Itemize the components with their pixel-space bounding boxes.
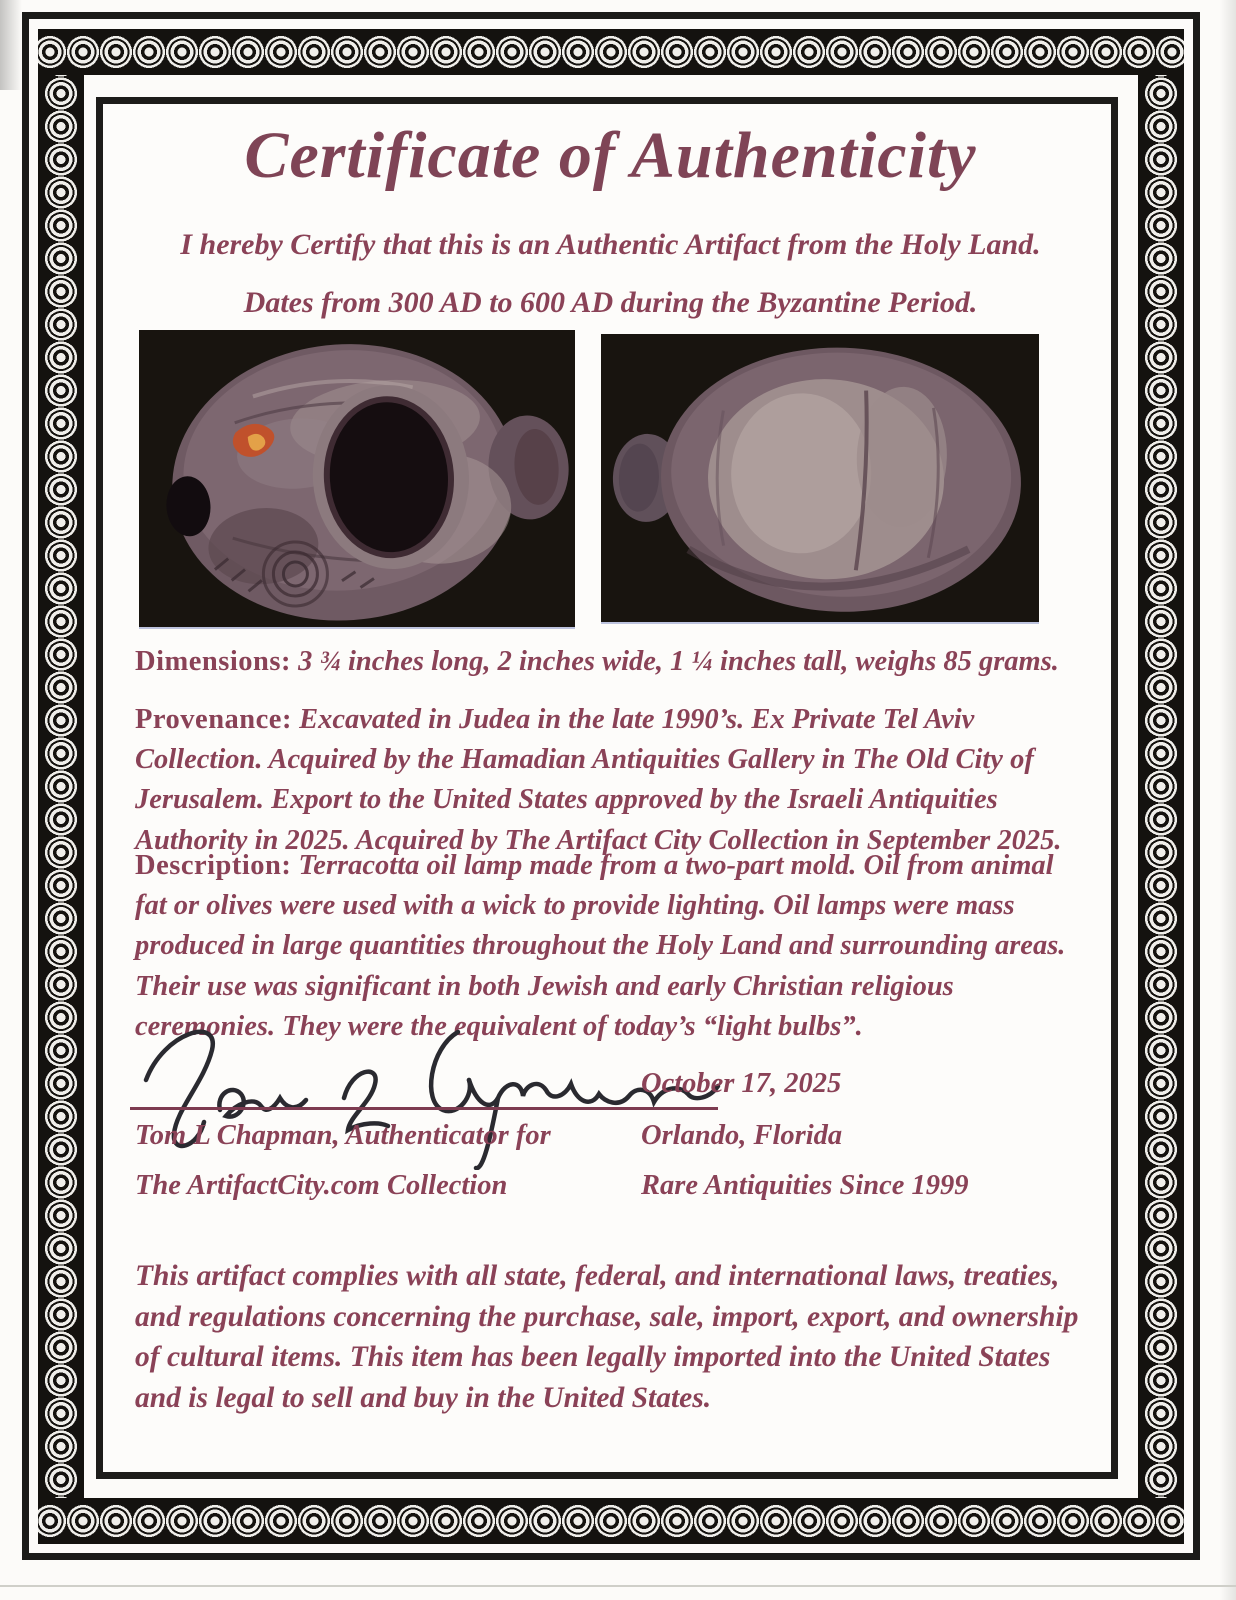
collection-name-line: The ArtifactCity.com Collection bbox=[135, 1170, 508, 1201]
description-label: Description: bbox=[135, 850, 292, 881]
artifact-photo-bottom-view bbox=[601, 334, 1039, 622]
description-text: Terracotta oil lamp made from a two-part mold. Oil from animal fat or olives were used with a wick to provide lighting. Oil lamps were mass produced in large quantities throughout the Holy Land and surrounding areas. Their use was significant in both Jewish and early Christian religious ceremonies. They were the equivalent of today’s “light bulbs”. bbox=[135, 850, 1066, 1042]
authenticator-name-line: Tom L Chapman, Authenticator for bbox=[135, 1120, 551, 1151]
certificate-title: Certificate of Authenticity bbox=[244, 119, 977, 192]
issue-location: Orlando, Florida bbox=[641, 1120, 843, 1151]
dimensions-paragraph bbox=[135, 642, 1087, 682]
circle-border-top bbox=[38, 29, 1184, 75]
provenance-text: Excavated in Judea in the late 1990’s. Ex Private Tel Aviv Collection. Acquired by the Hamadian Antiquities Gallery in The Old City of Jerusalem. Export to the United States approved by the Israeli Antiquities Authority in 2025. Acquired by The Artifact City Collection in September 2025. bbox=[135, 704, 1062, 856]
oil-lamp-top-illustration bbox=[139, 330, 575, 627]
circle-border-bottom bbox=[38, 1498, 1184, 1544]
dating-statement: Dates from 300 AD to 600 AD during the Byzantine Period. bbox=[243, 286, 978, 319]
legal-compliance-paragraph: This artifact complies with all state, federal, and international laws, treaties, and regulations concerning the purchase, sale, import, export, and ownership of cultural items. This item has been legally imported into the United States and is legal to sell and buy in the United States. bbox=[135, 1260, 1079, 1415]
certify-statement: I hereby Certify that this is an Authentic Artifact from the Holy Land. bbox=[180, 228, 1041, 261]
scan-corner-smudge bbox=[0, 0, 22, 90]
artifact-photo-top-view bbox=[139, 330, 575, 627]
scan-edge-shadow bbox=[1220, 0, 1236, 1600]
signature-line bbox=[130, 1107, 718, 1110]
dealer-tagline: Rare Antiquities Since 1999 bbox=[641, 1170, 969, 1201]
provenance-paragraph bbox=[135, 700, 1087, 861]
circle-border-left bbox=[38, 75, 84, 1498]
dimensions-text: 3 ¾ inches long, 2 inches wide, 1 ¼ inches tall, weighs 85 grams. bbox=[290, 646, 1059, 677]
dimensions-label: Dimensions: bbox=[135, 646, 291, 677]
oil-lamp-bottom-illustration bbox=[601, 334, 1039, 622]
circle-border-right bbox=[1138, 75, 1184, 1498]
issue-date: October 17, 2025 bbox=[641, 1068, 842, 1099]
scan-bottom-line bbox=[0, 1585, 1236, 1587]
provenance-label: Provenance: bbox=[135, 704, 292, 735]
